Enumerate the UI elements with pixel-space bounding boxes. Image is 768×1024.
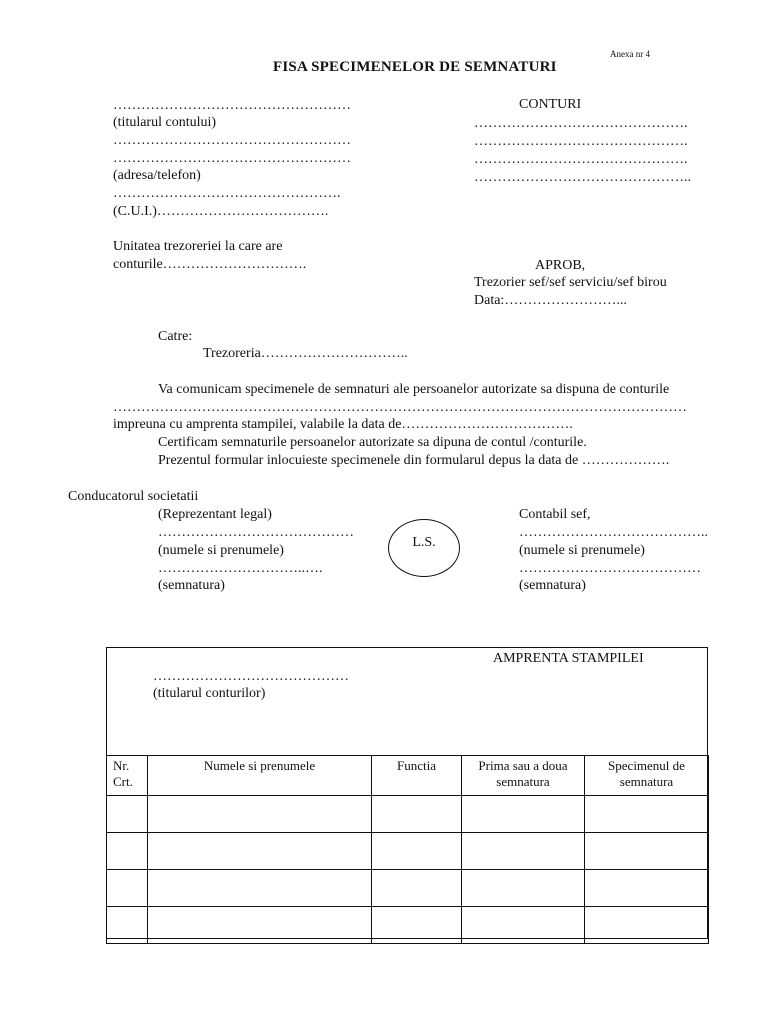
signature-table [106, 755, 709, 944]
accountant-name-dots: ………………………………….. [519, 525, 708, 540]
account-dots-2: ………………………………………. [474, 134, 688, 149]
account-dots-1: ………………………………………. [474, 116, 688, 131]
stamp-place-circle [388, 519, 460, 577]
accounts-holder-dots: …………………………………… [153, 669, 349, 684]
table-cell [585, 870, 709, 907]
body-line-5: Prezentul formular inlocuieste specimenele din formularul depus la data de ………………. [158, 453, 670, 468]
holder-dots: …………………………………………… [113, 98, 351, 113]
table-cell [585, 796, 709, 833]
table-cell [585, 907, 709, 944]
account-dots-3: ………………………………………. [474, 152, 688, 167]
body-line-1: Va comunicam specimenele de semnaturi ale persoanelor autorizate sa dispuna de conturile [158, 382, 670, 397]
annex-number: Anexa nr 4 [610, 49, 650, 59]
table-cell [148, 796, 372, 833]
address-dots-2: …………………………………………… [113, 151, 351, 166]
table-row [107, 796, 709, 833]
recipient-label: Catre: [158, 329, 193, 344]
account-dots-4: ……………………………………….. [474, 170, 691, 185]
table-row [107, 907, 709, 944]
col-signature-order: Prima sau a doua semnatura [462, 756, 585, 796]
table-cell [462, 870, 585, 907]
approver-title: Trezorier sef/sef serviciu/sef birou [474, 275, 667, 290]
col-name: Numele si prenumele [148, 756, 372, 796]
stamp-imprint-label: AMPRENTA STAMPILEI [493, 651, 644, 666]
table-cell [585, 833, 709, 870]
company-head-label: Conducatorul societatii [68, 489, 199, 504]
legal-rep-name-label: (numele si prenumele) [158, 543, 284, 558]
table-cell [372, 796, 462, 833]
table-row [107, 833, 709, 870]
table-cell [372, 907, 462, 944]
page-title: FISA SPECIMENELOR DE SEMNATURI [273, 59, 557, 75]
cui-field: (C.U.I.)………………………………. [113, 204, 329, 219]
treasury-name: Trezoreria………………………….. [203, 346, 408, 361]
accountant-signature-dots: ………………………………… [519, 561, 701, 576]
address-dots-1: …………………………………………… [113, 133, 351, 148]
table-cell [462, 796, 585, 833]
table-cell [372, 870, 462, 907]
table-cell [107, 833, 148, 870]
approve-label: APROB, [535, 258, 586, 273]
body-line-3: impreuna cu amprenta stampilei, valabile la data de………………………………. [113, 417, 573, 432]
table-row [107, 870, 709, 907]
table-cell [148, 833, 372, 870]
body-line-2: …………………………………………………………………………………………………………… [113, 400, 687, 415]
table-cell [107, 907, 148, 944]
table-cell [372, 833, 462, 870]
table-cell [148, 870, 372, 907]
approval-date: Data:……………………... [474, 293, 627, 308]
accountant-label: Contabil sef, [519, 507, 591, 522]
col-signature-specimen: Specimenul de semnatura [585, 756, 709, 796]
address-label: (adresa/telefon) [113, 168, 201, 183]
col-nr-crt: Nr. Crt. [107, 756, 148, 796]
stamp-place-label: L.S. [412, 534, 436, 550]
legal-rep-signature-label: (semnatura) [158, 578, 225, 593]
body-line-4: Certificam semnaturile persoanelor autorizate sa dipuna de contul /conturile. [158, 435, 587, 450]
holder-label: (titularul contului) [113, 115, 217, 130]
table-cell [107, 870, 148, 907]
legal-rep-signature-dots: …………………………..…. [158, 561, 323, 576]
legal-rep-name-dots: …………………………………… [158, 525, 354, 540]
treasury-unit-line2: conturile…………………………. [113, 257, 307, 272]
treasury-unit-line1: Unitatea trezoreriei la care are [113, 239, 283, 254]
table-cell [107, 796, 148, 833]
cui-dots: …………………………………………. [113, 186, 341, 201]
accounts-holder-label: (titularul conturilor) [153, 686, 266, 701]
table-cell [462, 833, 585, 870]
table-cell [462, 907, 585, 944]
accountant-name-label: (numele si prenumele) [519, 543, 645, 558]
accounts-heading: CONTURI [519, 97, 582, 112]
table-header-row [107, 756, 709, 796]
accountant-signature-label: (semnatura) [519, 578, 586, 593]
col-function: Functia [372, 756, 462, 796]
table-cell [148, 907, 372, 944]
legal-rep-label: (Reprezentant legal) [158, 507, 272, 522]
